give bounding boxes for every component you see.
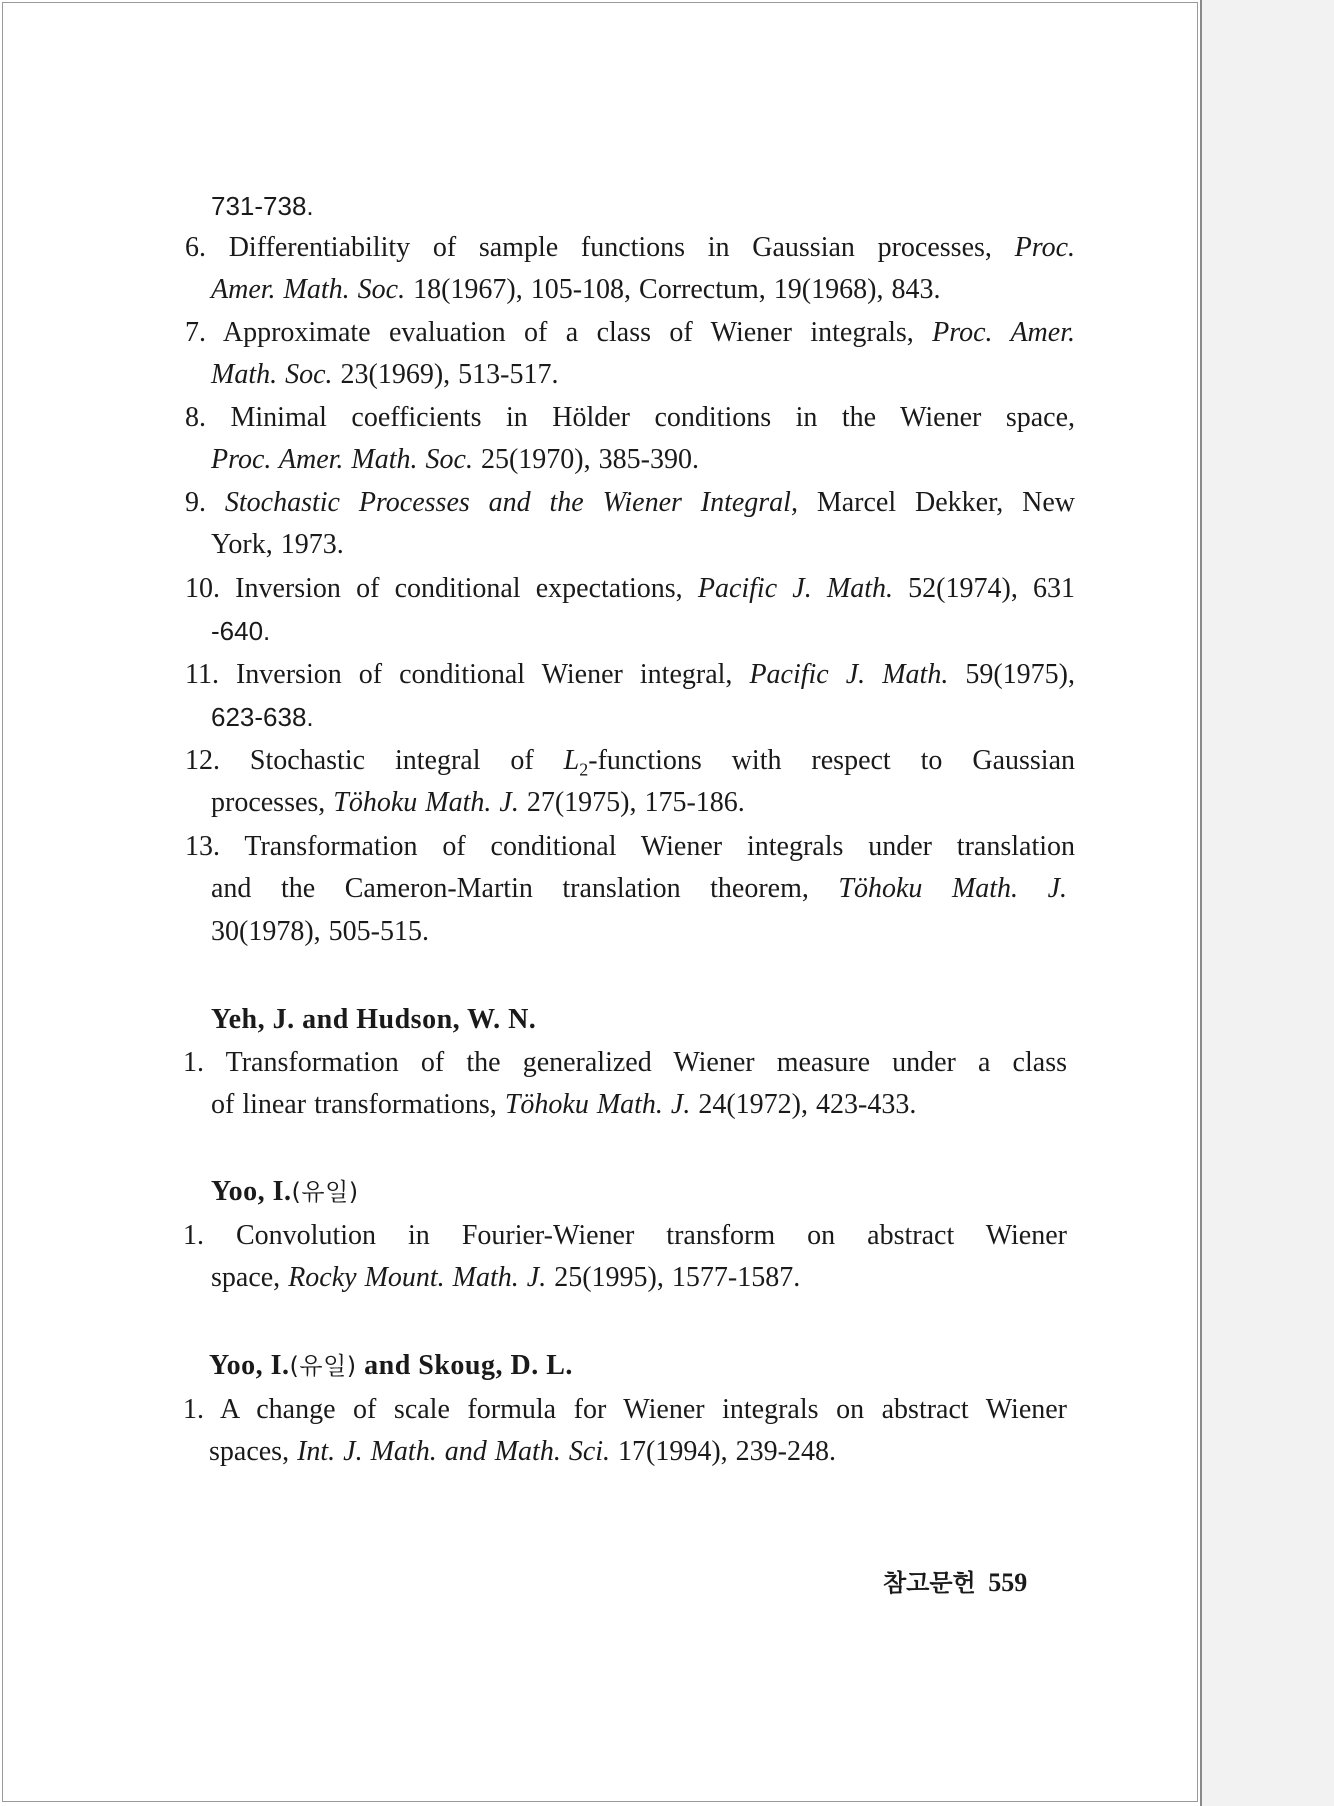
reference-entry-7-line1: 7. Approximate evaluation of a class of Wiener integrals, Proc. Amer.: [185, 317, 1075, 348]
page-number: 559: [988, 1568, 1028, 1597]
reference-yeh-hudson-1-line2: of linear transformations, Töhoku Math. J. 24(1972), 423-433.: [211, 1089, 917, 1120]
reference-entry-10-line1: 10. Inversion of conditional expectations, Pacific J. Math. 52(1974), 631: [185, 573, 1076, 604]
reference-entry-11-line2: 623-638.: [211, 702, 314, 732]
author-heading-yeh-hudson: Yeh, J. and Hudson, W. N.: [211, 1004, 537, 1035]
reference-entry-10-line2: -640.: [211, 616, 271, 646]
document-page: [2, 2, 1198, 1802]
page-footer: [883, 1568, 1027, 1598]
reference-yoo-1-line2: space, Rocky Mount. Math. J. 25(1995), 1577-1587.: [211, 1262, 801, 1293]
reference-entry-12-line2: processes, Töhoku Math. J. 27(1975), 175-186.: [211, 787, 745, 818]
reference-entry-9-line2: York, 1973.: [211, 529, 344, 560]
author-heading-yoo: Yoo, I.(유일): [211, 1176, 359, 1207]
viewer-background-strip: [1200, 0, 1334, 1806]
reference-yoo-skoug-1-line1: 1. A change of scale formula for Wiener integrals on abstract Wiener: [183, 1394, 1067, 1425]
reference-yoo-skoug-1-line2: spaces, Int. J. Math. and Math. Sci. 17(1994), 239-248.: [209, 1436, 837, 1467]
reference-entry-11-line1: 11. Inversion of conditional Wiener integral, Pacific J. Math. 59(1975),: [185, 659, 1076, 690]
reference-entry-8-line2: Proc. Amer. Math. Soc. 25(1970), 385-390.: [211, 444, 699, 475]
reference-entry-8-line1: 8. Minimal coefficients in Hölder conditions in the Wiener space,: [185, 402, 1075, 433]
reference-entry-7-line2: Math. Soc. 23(1969), 513-517.: [211, 359, 559, 390]
references-content: [3, 3, 1199, 1803]
reference-yeh-hudson-1-line1: 1. Transformation of the generalized Wiener measure under a class: [183, 1047, 1067, 1078]
footer-section-title: 참고문헌: [883, 1569, 976, 1597]
reference-entry-12-line1: 12. Stochastic integral of $L_2$-functions with respect to Gaussian: [185, 745, 1075, 780]
reference-entry-13-line2: and the Cameron-Martin translation theorem, Töhoku Math. J.: [211, 873, 1068, 904]
continuation-line: 731-738.: [211, 191, 314, 221]
reference-entry-6-line2: Amer. Math. Soc. 18(1967), 105-108, Correctum, 19(1968), 843.: [211, 274, 941, 305]
reference-entry-13-line3: 30(1978), 505-515.: [211, 916, 429, 947]
reference-entry-9-line1: 9. Stochastic Processes and the Wiener Integral, Marcel Dekker, New: [185, 487, 1076, 518]
reference-yoo-1-line1: 1. Convolution in Fourier-Wiener transform on abstract Wiener: [183, 1220, 1067, 1251]
reference-entry-6-line1: 6. Differentiability of sample functions in Gaussian processes, Proc.: [185, 232, 1075, 263]
reference-entry-13-line1: 13. Transformation of conditional Wiener integrals under translation: [185, 831, 1075, 862]
author-heading-yoo-skoug: Yoo, I.(유일) and Skoug, D. L.: [209, 1350, 573, 1381]
